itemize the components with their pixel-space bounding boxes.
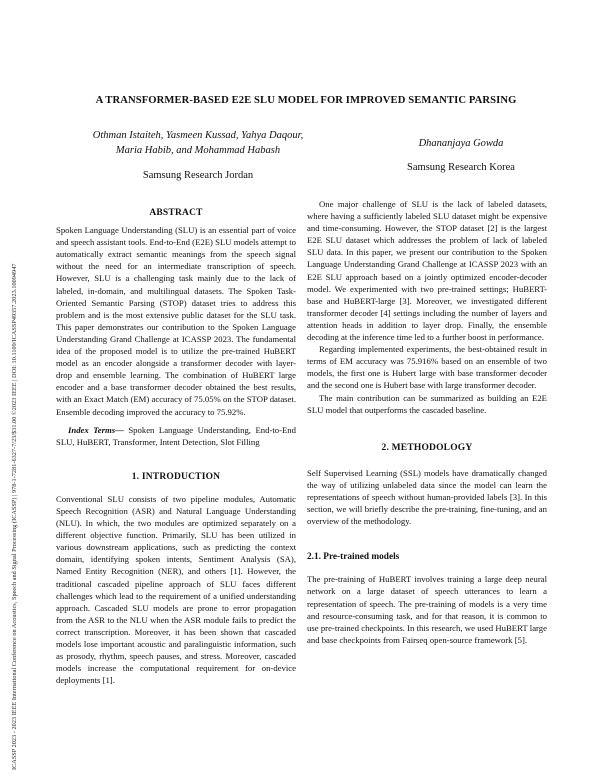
right-paragraph-2: Regarding implemented experiments, the best-obtained result in terms of EM accuracy was 75.916% based on an ensemble of two models, the first one is Hubert large with base transformer decoder and the second one is Hubert base with large transformer decoder.	[307, 344, 547, 391]
pretrained-text: The pre-training of HuBERT involves training a large deep neural network on a large dataset of speech utterances to learn a representation of speech. The pre-training of models is a very time and resource-consuming task, and for that reason, it is common to use pre-trained checkpoints. In this research, we used HuBERT large and base checkpoints from Fairseq open-source framework [5].	[307, 574, 547, 645]
index-terms-text: Spoken Language Understanding, End-to-End SLU, HuBERT, Transformer, Intent Detection, Slot Filling	[56, 424, 296, 447]
author-block-right	[366, 136, 556, 175]
intro-text: Conventional SLU consists of two pipeline modules, Automatic Speech Recognition (ASR) and Natural Language Understanding (NLU). In which, the two modules are optimized separately on a different objective function. Primarily, SLU has been utilized in various downstream applications, such as predicting the context domain, identifying spoken intents, Sentiment Analysis (SA), Named Entity Recognition (NER), and others [1]. However, the traditional cascaded pipeline approach of SLU faces different challenges which lead to the requirement of a unified understanding approach. Cascaded SLU models are prone to error propagation from the ASR to the NLU when the ASR module fails to predict the correct transcription. Moreover, it has been shown that cascaded models lose important acoustic and paralinguistic information, such as prosody, rhythm, speech pauses, and stress. Moreover, cascaded models increase the computational requirement for on-device deployments [1].	[56, 493, 296, 686]
abstract-text: Spoken Language Understanding (SLU) is an essential part of voice and speech assistant tools. End-to-End (E2E) SLU models attempt to automatically extract semantic meanings from the speech signal without the need for an intermediate transcription of speech. However, SLU is a challenging task mainly due to the lack of labeled, in-domain, and multilingual datasets. The Spoken Task-Oriented Semantic Parsing (STOP) dataset tries to address this problem and is the most extensive public dataset for the SLU task. This paper demonstrates our contribution to the Spoken Language Understanding Grand Challenge at ICASSP 2023. The fundamental idea of the proposed model is to utilize the pre-trained HuBERT model as an encoder alongside a transformer decoder with layer-drop and ensemble learning. The combination of HuBERT large encoder and a base transformer decoder obtained the best results, with an Exact Match (EM) accuracy of 75.05% on the STOP dataset. Ensemble decoding improved the accuracy to 75.92%.	[56, 225, 296, 417]
authors-line-2: Maria Habib, and Mohammad Habash	[115, 145, 281, 156]
methodology-text: Self Supervised Learning (SSL) models have dramatically changed the way of utilizing unlabeled data since the model can learn the representations of speech without human-provided labels [3]. In this section, we will briefly describe the pre-training, fine-tuning, and an overview of the methodology.	[307, 467, 547, 527]
index-terms	[56, 424, 296, 448]
right-column	[307, 198, 547, 646]
authors-line-1: Othman Istaiteh, Yasmeen Kussad, Yahya Daqour,	[92, 130, 304, 141]
affiliation-jordan: Samsung Research Jordan	[142, 170, 254, 181]
methodology-heading: 2. METHODOLOGY	[381, 442, 473, 453]
intro-heading: 1. INTRODUCTION	[131, 471, 221, 482]
author-block-left	[56, 128, 340, 183]
index-terms-label: Index Terms—	[68, 424, 124, 435]
right-paragraph-1: One major challenge of SLU is the lack of labeled datasets, where having a sufficiently labeled SLU dataset might be expensive and time-consuming. However, the STOP dataset [2] is the largest E2E SLU dataset which addresses the problem of lack of labeled SLU data. In this paper, we present our contribution to the Spoken Language Understanding Grand Challenge at ICASSP 2023 with an E2E SLU approach based on a jointly optimized encoder-decoder model. We experimented with two pre-trained settings; HuBERT-base and HuBERT-large [3]. Moreover, we investigated different transformer decoder [4] settings including the number of layers and attention heads in addition to layer drop. Finally, the ensemble decoding at the inference time led to a further boost in performance.	[307, 199, 547, 343]
abstract-heading: ABSTRACT	[149, 208, 203, 218]
author-gowda: Dhananjaya Gowda	[418, 138, 504, 149]
affiliation-korea: Samsung Research Korea	[407, 162, 515, 173]
left-column	[56, 207, 296, 686]
conference-sidebar: ICASSP 2023 - 2023 IEEE International Conference on Acoustics, Speech and Signal Processing (ICASSP) | 978-1-7281-6327-7/23/$31.00 ©2023 IEEE | DOI: 10.1109/ICASSP49357.2023.10094947	[11, 263, 18, 770]
paper-title: A TRANSFORMER-BASED E2E SLU MODEL FOR IMPROVED SEMANTIC PARSING	[95, 95, 517, 106]
pretrained-heading: 2.1. Pre-trained models	[307, 552, 400, 563]
right-paragraph-3: The main contribution can be summarized as building an E2E SLU model that outperforms the cascaded baseline.	[307, 392, 547, 415]
